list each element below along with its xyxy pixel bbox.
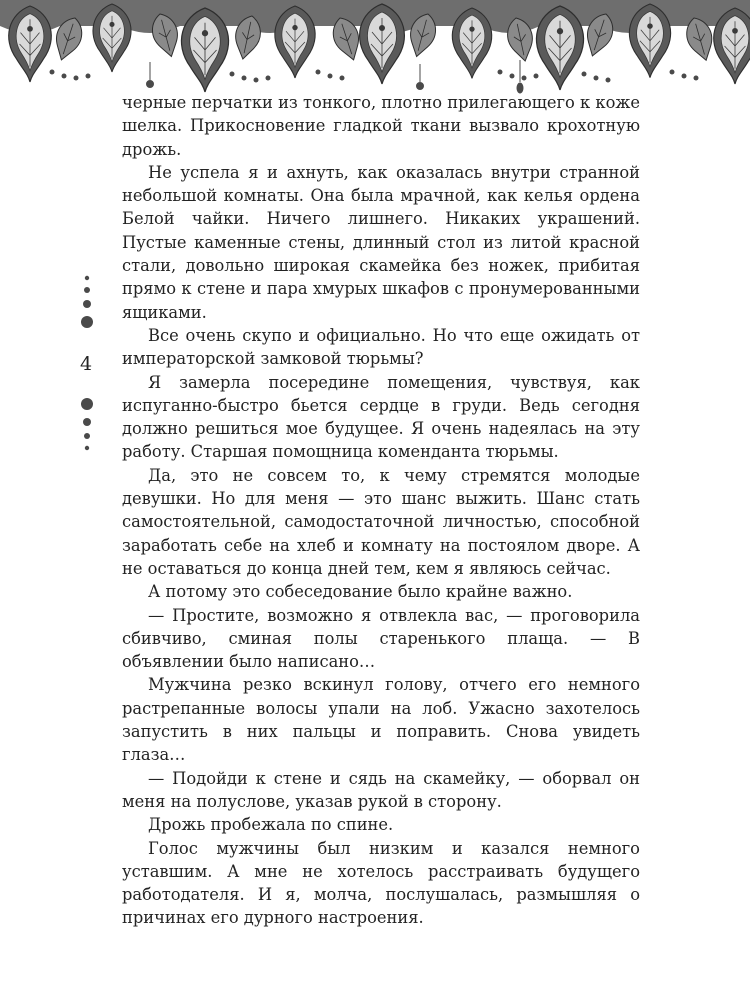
- paragraph: Голос мужчины был низким и казался немного уставшим. А мне не хотелось расстраивать будущего работодателя. И я, молча, послушалась, размышляя о причинах его дурного настроения.: [122, 838, 640, 928]
- paragraph: Я замерла посередине помещения, чувствуя, как испуганно-быстро бьется сердце в груди. Ведь сегодня должно решиться мое будущее. Я очень надеялась на эту работу. Старшая помощница коменданта тюрьмы.: [122, 372, 640, 462]
- body-text: [122, 91, 640, 930]
- paragraph: Не успела я и ахнуть, как оказалась внутри странной небольшой комнаты. Она была мрачной, как келья ордена Белой чайки. Ничего лишнего. Никаких украшений. Пустые каменные стены, длинный стол из литой красной стали, довольно широкая скамейка без ножек, прибитая прямо к стене и пара хмурых шкафов с пронумерованными ящиками.: [122, 162, 640, 322]
- paragraph: Все очень скупо и официально. Но что еще ожидать от императорской замковой тюрьмы?: [122, 325, 640, 369]
- paragraph: Дрожь пробежала по спине.: [148, 815, 394, 835]
- paragraph: Мужчина резко вскинул голову, отчего его немного растрепанные волосы упали на лоб. Ужасно захотелось запустить в них пальцы и поправить. Снова увидеть глаза…: [122, 675, 640, 765]
- mandala-lace-border-icon: [0, 0, 750, 95]
- paragraph: черные перчатки из тонкого, плотно прилегающего к коже шелка. Прикосновение гладкой ткани вызвало крохотную дрожь.: [122, 93, 640, 159]
- paragraph: — Простите, возможно я отвлекла вас, — проговорила сбивчиво, сминая полы старенького плаща. — В объявлении было написано…: [122, 605, 640, 672]
- paragraph: А потому это собеседование было крайне важно.: [148, 582, 573, 602]
- page-number: 4: [79, 353, 93, 375]
- paragraph: — Подойди к стене и сядь на скамейку, — оборвал он меня на полуслове, указав рукой в сторону.: [122, 768, 640, 811]
- paragraph: Да, это не совсем то, к чему стремятся молодые девушки. Но для меня — это шанс выжить. Шанс стать самостоятельной, самодостаточной личностью, способной заработать себе на хлеб и комнату на постоялом дворе. А не оставаться до конца дней тем, кем я являюсь сейчас.: [122, 465, 640, 578]
